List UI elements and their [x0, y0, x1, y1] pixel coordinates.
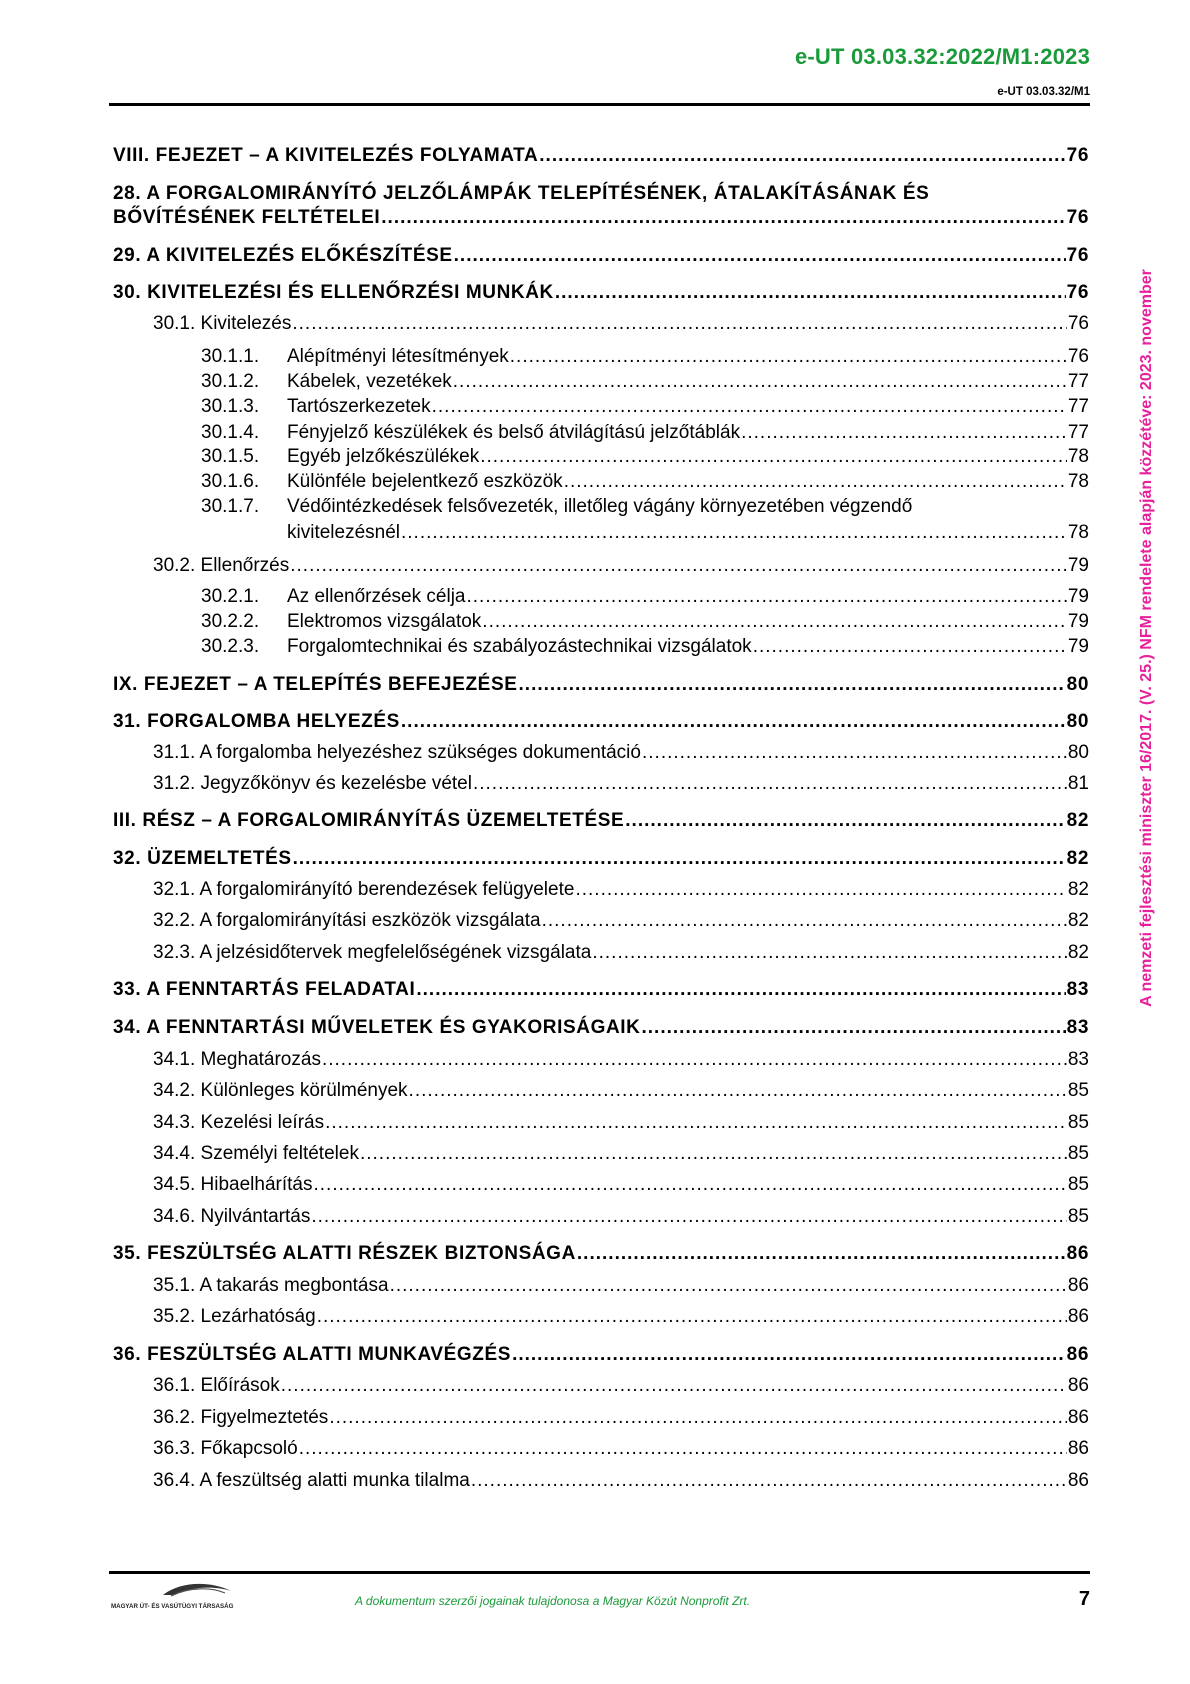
toc-entry[interactable]	[153, 1112, 1089, 1134]
toc-page: 83	[1066, 979, 1089, 1000]
toc-title: BŐVÍTÉSÉNEK FELTÉTELEI	[113, 207, 381, 228]
toc-page: 78	[1067, 522, 1089, 543]
toc-title: Egyéb jelzőkészülékek	[287, 446, 480, 467]
toc-entry[interactable]	[113, 979, 1089, 1001]
toc-entry[interactable]	[113, 711, 1089, 733]
toc-page: 82	[1067, 879, 1089, 900]
doc-code-short: e-UT 03.03.32/M1	[997, 86, 1090, 98]
leader-dots	[575, 879, 1066, 901]
toc-title: 34.5. Hibaelhárítás	[153, 1174, 313, 1195]
toc-entry[interactable]	[153, 773, 1089, 795]
toc-title: 35.2. Lezárhatóság	[153, 1306, 316, 1327]
toc-entry[interactable]	[153, 1143, 1089, 1165]
toc-title: 34. A FENNTARTÁSI MŰVELETEK ÉS GYAKORISÁGAIK	[113, 1017, 641, 1038]
leader-dots	[329, 1407, 1067, 1429]
toc-title: Különféle bejelentkező eszközök	[287, 471, 563, 492]
toc-entry[interactable]	[153, 1080, 1089, 1102]
leader-dots	[471, 1470, 1067, 1492]
leader-dots	[564, 471, 1067, 493]
logo-graphic	[111, 1583, 261, 1611]
leader-dots	[299, 1438, 1067, 1460]
toc-entry[interactable]	[201, 371, 1089, 393]
toc-entry[interactable]	[153, 910, 1089, 932]
toc-entry-line1[interactable]	[201, 496, 912, 518]
toc-page: 80	[1066, 711, 1089, 732]
toc-page: 82	[1067, 910, 1089, 931]
toc-entry[interactable]	[153, 1470, 1089, 1492]
toc-title: IX. FEJEZET – A TELEPÍTÉS BEFEJEZÉSE	[113, 674, 518, 695]
toc-page: 76	[1066, 282, 1089, 303]
toc-page: 76	[1066, 145, 1089, 166]
toc-title: 36.1. Előírások	[153, 1375, 280, 1396]
leader-dots	[416, 979, 1065, 1001]
toc-entry[interactable]	[201, 346, 1089, 368]
toc-page: 82	[1066, 810, 1089, 831]
toc-title: 36.3. Főkapcsoló	[153, 1438, 298, 1459]
side-note: A nemzeti fejlesztési miniszter 16/2017. (V. 25.) NFM rendelete alapján közzétéve: 2023. november	[1138, 269, 1155, 1007]
toc-entry[interactable]	[201, 611, 1089, 633]
toc-entry[interactable]	[153, 1049, 1089, 1071]
toc-page: 86	[1066, 1344, 1089, 1365]
toc-page: 86	[1067, 1407, 1089, 1428]
leader-dots	[381, 207, 1065, 229]
toc-entry[interactable]	[153, 1407, 1089, 1429]
leader-dots	[753, 636, 1067, 658]
toc-entry[interactable]	[153, 1438, 1089, 1460]
leader-dots	[281, 1375, 1067, 1397]
toc-page: 85	[1067, 1112, 1089, 1133]
toc-number: 30.2.3.	[201, 636, 260, 657]
copyright-notice: A dokumentum szerzői jogainak tulajdonosa a Magyar Közút Nonprofit Zrt.	[355, 1594, 751, 1608]
toc-title: kivitelezésnél	[287, 522, 400, 543]
leader-dots	[577, 1243, 1066, 1265]
toc-entry[interactable]	[113, 282, 1089, 304]
toc-title: Kábelek, vezetékek	[287, 371, 452, 392]
toc-title: 36. FESZÜLTSÉG ALATTI MUNKAVÉGZÉS	[113, 1344, 512, 1365]
leader-dots	[480, 446, 1067, 468]
toc-page: 86	[1067, 1275, 1089, 1296]
toc-entry[interactable]	[153, 1275, 1089, 1297]
doc-code: e-UT 03.03.32:2022/M1:2023	[794, 44, 1090, 69]
leader-dots	[466, 586, 1066, 608]
toc-page: 81	[1067, 773, 1089, 794]
toc-title: 30.1. Kivitelezés	[153, 313, 292, 334]
toc-entry[interactable]	[113, 1243, 1089, 1265]
toc-page: 86	[1067, 1306, 1089, 1327]
leader-dots	[519, 674, 1066, 696]
toc-title: 34.6. Nyilvántartás	[153, 1206, 311, 1227]
toc-page: 80	[1066, 674, 1089, 695]
leader-dots	[642, 1017, 1066, 1039]
toc-title: 33. A FENNTARTÁS FELADATAI	[113, 979, 416, 1000]
toc-page: 77	[1067, 371, 1089, 392]
toc-title: 32.2. A forgalomirányítási eszközök vizsgálata	[153, 910, 541, 931]
toc-title: 30.2. Ellenőrzés	[153, 555, 290, 576]
toc-page: 86	[1067, 1375, 1089, 1396]
toc-title: 34.4. Személyi feltételek	[153, 1143, 359, 1164]
toc-entry[interactable]	[201, 396, 1089, 418]
leader-dots	[290, 555, 1067, 577]
toc-entry[interactable]	[153, 313, 1089, 335]
toc-number: 30.1.4.	[201, 422, 260, 443]
toc-page: 82	[1067, 942, 1089, 963]
leader-dots	[401, 522, 1067, 544]
page-number: 7	[1078, 1588, 1090, 1610]
toc-page: 79	[1067, 636, 1089, 657]
toc-page: 77	[1067, 422, 1089, 443]
toc-title: VIII. FEJEZET – A KIVITELEZÉS FOLYAMATA	[113, 145, 539, 166]
company-logo	[111, 1583, 261, 1611]
leader-dots	[453, 371, 1067, 393]
toc-entry[interactable]	[201, 586, 1089, 608]
toc-title: Elektromos vizsgálatok	[287, 611, 482, 632]
toc-title: 32. ÜZEMELTETÉS	[113, 848, 292, 869]
toc-page: 76	[1066, 207, 1089, 228]
toc-title: 35. FESZÜLTSÉG ALATTI RÉSZEK BIZTONSÁGA	[113, 1243, 576, 1264]
toc-entry[interactable]	[153, 1174, 1089, 1196]
toc-entry[interactable]	[153, 1375, 1089, 1397]
leader-dots	[592, 942, 1067, 964]
toc-title: 35.1. A takarás megbontása	[153, 1275, 389, 1296]
toc-page: 85	[1067, 1080, 1089, 1101]
toc-entry[interactable]	[113, 1344, 1089, 1366]
leader-dots	[482, 611, 1067, 633]
toc-title: Tartószerkezetek	[287, 396, 431, 417]
toc-title: 30. KIVITELEZÉSI ÉS ELLENŐRZÉSI MUNKÁK	[113, 282, 554, 303]
leader-dots	[360, 1143, 1067, 1165]
toc-title: 29. A KIVITELEZÉS ELŐKÉSZÍTÉSE	[113, 245, 453, 266]
toc-page: 79	[1067, 555, 1089, 576]
toc-title: 31.2. Jegyzőkönyv és kezelésbe vétel	[153, 773, 472, 794]
toc-title: 32.3. A jelzésidőtervek megfelelőségének vizsgálata	[153, 942, 592, 963]
toc-title: 34.2. Különleges körülmények	[153, 1080, 408, 1101]
leader-dots	[325, 1112, 1067, 1134]
leader-dots	[473, 773, 1067, 795]
toc-number: 30.1.1.	[201, 346, 260, 367]
toc-page: 80	[1067, 742, 1089, 763]
toc-number: 30.1.3.	[201, 396, 260, 417]
toc-entry[interactable]	[113, 1017, 1089, 1039]
toc-page: 83	[1066, 1017, 1089, 1038]
toc-entry[interactable]	[201, 636, 1089, 658]
toc-page: 82	[1066, 848, 1089, 869]
leader-dots	[510, 346, 1067, 368]
toc-title: 32.1. A forgalomirányító berendezések felügyelete	[153, 879, 575, 900]
leader-dots	[292, 313, 1067, 335]
toc-entry[interactable]	[113, 245, 1089, 267]
toc-entry[interactable]	[113, 848, 1089, 870]
leader-dots	[401, 711, 1066, 733]
toc-title: Fényjelző készülékek és belső átvilágítású jelzőtáblák	[287, 422, 741, 443]
toc-page: 77	[1067, 396, 1089, 417]
toc-entry[interactable]	[113, 810, 1089, 832]
toc-number: 30.2.2.	[201, 611, 260, 632]
toc-page: 86	[1067, 1470, 1089, 1491]
toc-title: 34.1. Meghatározás	[153, 1049, 321, 1070]
leader-dots	[314, 1174, 1067, 1196]
toc-page: 86	[1066, 1243, 1089, 1264]
leader-dots	[322, 1049, 1067, 1071]
leader-dots	[390, 1275, 1067, 1297]
toc-entry[interactable]	[113, 207, 1089, 229]
leader-dots	[432, 396, 1067, 418]
toc-entry[interactable]	[113, 145, 1089, 167]
logo-text: MAGYAR ÚT- ÉS VASÚTÜGYI TÁRSASÁG	[111, 1603, 234, 1610]
toc-number: 30.1.5.	[201, 446, 260, 467]
toc-page: 86	[1067, 1438, 1089, 1459]
toc-page: 76	[1066, 245, 1089, 266]
leader-dots	[409, 1080, 1067, 1102]
toc-entry[interactable]	[153, 942, 1089, 964]
toc-page: 85	[1067, 1174, 1089, 1195]
toc-title: Az ellenőrzések célja	[287, 586, 466, 607]
toc-page: 79	[1067, 586, 1089, 607]
toc-title: Forgalomtechnikai és szabályozástechnikai vizsgálatok	[287, 636, 752, 657]
toc-entry-line1[interactable]: 28. A FORGALOMIRÁNYÍTÓ JELZŐLÁMPÁK TELEPÍTÉSÉNEK, ÁTALAKÍTÁSÁNAK ÉS	[113, 183, 930, 204]
toc-page: 79	[1067, 611, 1089, 632]
toc-title: Alépítményi létesítmények	[287, 346, 509, 367]
toc-entry[interactable]	[201, 471, 1089, 493]
toc-entry[interactable]	[153, 1206, 1089, 1228]
toc-entry[interactable]	[153, 1306, 1089, 1328]
leader-dots	[542, 910, 1067, 932]
toc-entry[interactable]	[201, 446, 1089, 468]
toc-page: 85	[1067, 1206, 1089, 1227]
toc-entry[interactable]	[113, 674, 1089, 696]
toc-page: 78	[1067, 471, 1089, 492]
toc-entry[interactable]	[153, 879, 1089, 901]
leader-dots	[625, 810, 1065, 832]
toc-title: 36.2. Figyelmeztetés	[153, 1407, 329, 1428]
toc-title: 36.4. A feszültség alatti munka tilalma	[153, 1470, 470, 1491]
toc-entry[interactable]	[153, 555, 1089, 577]
toc-page: 76	[1067, 346, 1089, 367]
toc-title: Védőintézkedések felsővezeték, illetőleg vágány környezetében végzendő	[287, 496, 913, 517]
leader-dots	[311, 1206, 1067, 1228]
toc-entry[interactable]	[287, 522, 1089, 544]
footer-rule	[109, 1571, 1090, 1574]
leader-dots	[642, 742, 1067, 764]
leader-dots	[317, 1306, 1067, 1328]
toc-page: 85	[1067, 1143, 1089, 1164]
leader-dots	[512, 1344, 1066, 1366]
leader-dots	[454, 245, 1066, 267]
leader-dots	[741, 422, 1067, 444]
toc-page: 76	[1067, 313, 1089, 334]
toc-title: 31.1. A forgalomba helyezéshez szükséges dokumentáció	[153, 742, 641, 763]
leader-dots	[555, 282, 1066, 304]
toc-number: 30.1.2.	[201, 371, 260, 392]
toc-number: 30.2.1.	[201, 586, 260, 607]
toc-number: 30.1.7.	[201, 496, 260, 517]
toc-entry[interactable]	[153, 742, 1089, 764]
toc-title: 34.3. Kezelési leírás	[153, 1112, 325, 1133]
toc-title: III. RÉSZ – A FORGALOMIRÁNYÍTÁS ÜZEMELTETÉSE	[113, 810, 625, 831]
leader-dots	[539, 145, 1065, 167]
toc-page: 83	[1067, 1049, 1089, 1070]
toc-page: 78	[1067, 446, 1089, 467]
toc-entry[interactable]	[201, 422, 1089, 444]
toc-title: 31. FORGALOMBA HELYEZÉS	[113, 711, 400, 732]
toc-number: 30.1.6.	[201, 471, 260, 492]
leader-dots	[293, 848, 1066, 870]
